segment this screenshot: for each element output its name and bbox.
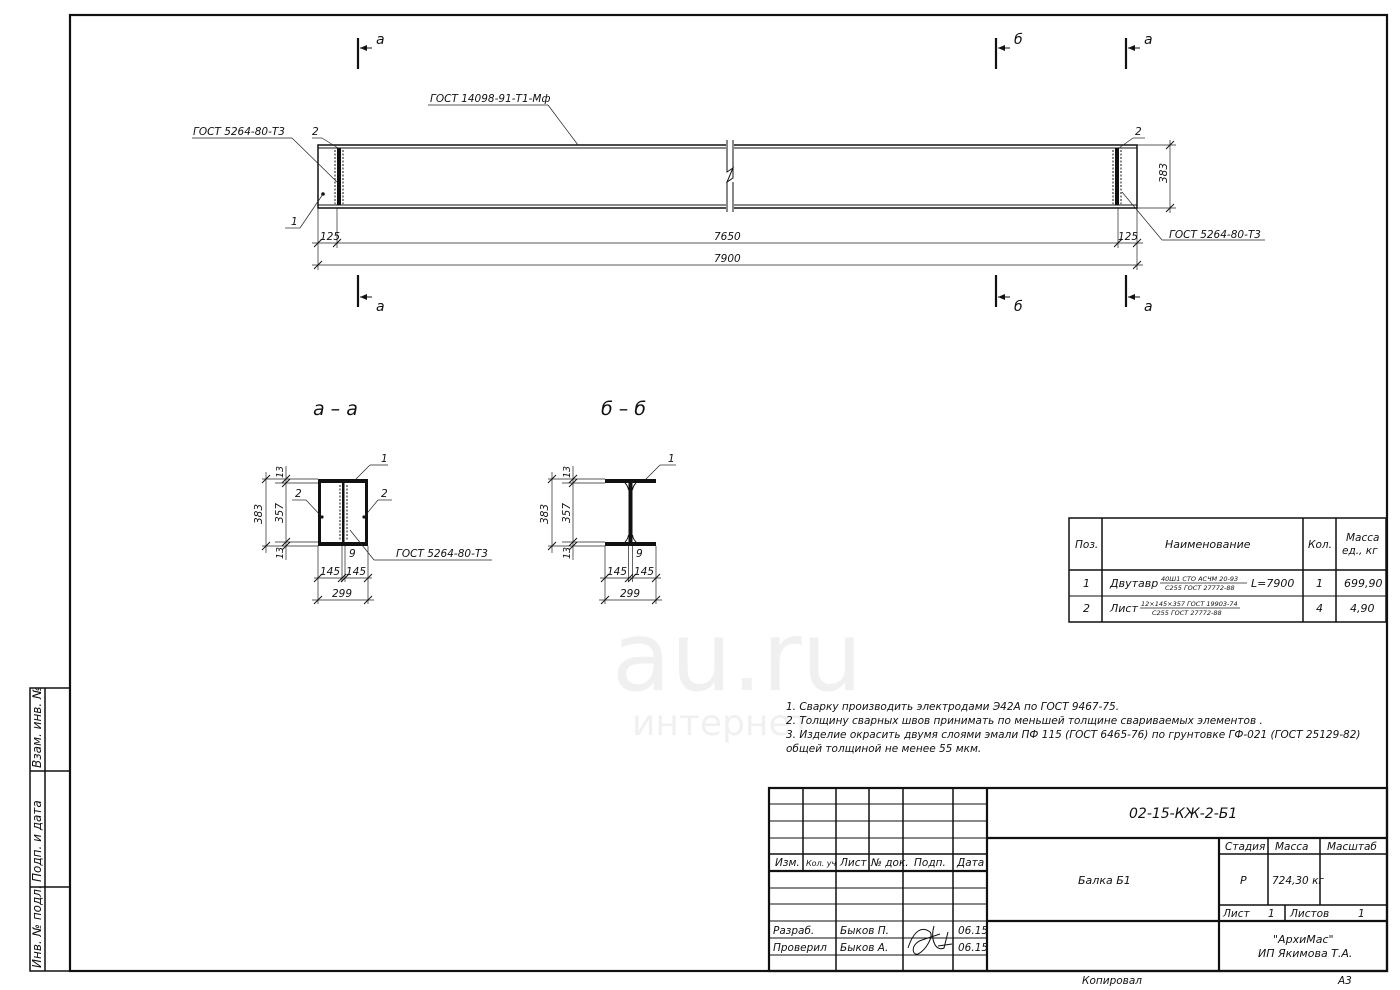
side-stamp-inv: Инв. № подл.	[30, 885, 44, 968]
label-pos-2-left: 2	[295, 488, 302, 500]
title-block	[769, 788, 1387, 987]
tb-col-izm: Изм.	[775, 857, 800, 869]
cut-mark-a-top-right	[1126, 32, 1153, 69]
section-bb	[539, 398, 676, 604]
dim-end-left: 125	[320, 231, 341, 243]
tb-mass: 724,30 кг	[1272, 875, 1324, 887]
label-pos-2-right: 2	[1135, 126, 1142, 138]
tb-checked-name: Быков А.	[840, 942, 889, 954]
watermark-text: интернет	[632, 703, 812, 744]
spec-row-frac-bottom: С255 ГОСТ 27772-88	[1165, 584, 1235, 592]
note-line: общей толщиной не менее 55 мкм.	[786, 743, 982, 755]
spec-row-name: Двутавр	[1110, 577, 1159, 590]
dim-9: 9	[636, 548, 643, 560]
dim-end-right: 125	[1118, 231, 1139, 243]
spec-row-mass: 699,90	[1344, 577, 1383, 590]
label-gost-weld-right: ГОСТ 5264-80-Т3	[1169, 229, 1261, 241]
spec-row-qty: 4	[1316, 602, 1323, 615]
stiffener-right	[1113, 148, 1121, 205]
side-stamp-vzam: Взам. инв. №	[30, 686, 44, 768]
signature	[908, 926, 952, 954]
cut-label: а	[1144, 299, 1153, 315]
spec-row-pos: 2	[1083, 602, 1090, 615]
label-pos-2-left: 2	[312, 126, 319, 138]
dim-145-left: 145	[320, 566, 341, 578]
dim-total: 7900	[714, 253, 741, 265]
dim-145-right: 145	[634, 566, 655, 578]
notes	[786, 701, 1361, 755]
label-pos-1: 1	[668, 453, 675, 465]
watermark-logo: au.ru	[612, 601, 863, 713]
spec-header-name: Наименование	[1165, 538, 1251, 551]
dim-145-right: 145	[346, 566, 367, 578]
tb-checked-label: Проверил	[773, 942, 827, 954]
tb-checked-date: 06.15	[958, 942, 989, 954]
spec-row-frac-top: 12×145×357 ГОСТ 19903-74	[1141, 600, 1238, 608]
dim-357: 357	[561, 502, 573, 523]
tb-format: А3	[1338, 975, 1352, 987]
tb-sheet-label: Лист	[1223, 908, 1250, 920]
tb-sheets: 1	[1358, 908, 1365, 920]
tb-developed-label: Разраб.	[773, 925, 815, 937]
dim-383: 383	[539, 503, 551, 524]
spec-row	[1083, 575, 1383, 592]
tb-developed-name: Быков П.	[840, 925, 890, 937]
cut-label: б	[1014, 299, 1023, 315]
label-gost-weld: ГОСТ 5264-80-Т3	[396, 548, 488, 560]
cut-mark-a-bottom-right	[1126, 275, 1153, 315]
cut-mark-b-top	[996, 32, 1023, 69]
spec-row-pos: 1	[1083, 577, 1090, 590]
tb-org-1: "АрхиМас"	[1273, 933, 1334, 946]
side-stamp-podp: Подп. и дата	[30, 800, 44, 882]
tb-stage-label: Стадия	[1225, 841, 1266, 853]
beam-elevation	[192, 32, 1265, 315]
note-line: 2. Толщину сварных швов принимать по меньшей толщине свариваемых элементов .	[786, 715, 1263, 727]
dim-145-left: 145	[607, 566, 628, 578]
tb-code: 02-15-КЖ-2-Б1	[1129, 806, 1238, 822]
note-line: 3. Изделие окрасить двумя слоями эмали ПФ 115 (ГОСТ 6465-76) по грунтовке ГФ-021 (ГОСТ 25129-82)	[786, 729, 1361, 741]
dim-9: 9	[349, 548, 356, 560]
section-aa	[253, 398, 492, 604]
tb-col-ndoc: № док.	[871, 857, 909, 869]
tb-stage: Р	[1240, 874, 1247, 887]
tb-sheet: 1	[1268, 908, 1275, 920]
spec-header-mass-1: Масса	[1346, 532, 1380, 544]
label-gost-weld-left: ГОСТ 5264-80-Т3	[193, 126, 285, 138]
tb-col-kol: Кол. уч	[806, 859, 837, 868]
dim-middle: 7650	[714, 231, 741, 243]
tb-scale-label: Масштаб	[1327, 841, 1377, 853]
side-stamp	[30, 687, 70, 971]
dim-383: 383	[253, 503, 265, 524]
label-pos-2-right: 2	[381, 488, 388, 500]
spec-row	[1083, 600, 1375, 617]
tb-col-list: Лист	[840, 857, 867, 869]
spec-table	[1069, 518, 1386, 622]
dim-357: 357	[274, 502, 286, 523]
cut-mark-a-top-left	[358, 32, 385, 69]
dim-299: 299	[620, 588, 641, 600]
spec-row-suffix: L=7900	[1251, 577, 1295, 590]
dim-13-bottom: 13	[562, 546, 573, 559]
stiffener-left	[335, 148, 343, 205]
tb-name: Балка Б1	[1078, 874, 1131, 887]
spec-row-name: Лист	[1110, 602, 1138, 615]
cut-label: а	[376, 299, 385, 315]
tb-copied: Копировал	[1082, 975, 1142, 987]
dim-13-top: 13	[562, 465, 573, 478]
dim-13-bottom: 13	[275, 546, 286, 559]
tb-mass-label: Масса	[1275, 841, 1309, 853]
tb-col-data: Дата	[957, 857, 985, 869]
cut-label: а	[1144, 32, 1153, 48]
section-aa-title: а – а	[313, 398, 358, 420]
spec-row-frac-top: 40Ш1 СТО АСЧМ 20-93	[1161, 575, 1239, 583]
dim-height: 383	[1158, 162, 1170, 183]
spec-row-qty: 1	[1316, 577, 1323, 590]
section-bb-title: б – б	[601, 398, 647, 420]
spec-header-qty: Кол.	[1308, 539, 1332, 551]
cut-label: б	[1014, 32, 1023, 48]
dim-299: 299	[332, 588, 353, 600]
tb-org-2: ИП Якимова Т.А.	[1258, 947, 1353, 960]
dim-13-top: 13	[275, 465, 286, 478]
spec-header-mass-2: ед., кг	[1342, 545, 1378, 557]
spec-header-pos-label: Поз.	[1075, 539, 1099, 551]
cut-mark-a-bottom-left	[358, 275, 385, 315]
note-line: 1. Сварку производить электродами Э42А по ГОСТ 9467-75.	[786, 701, 1120, 713]
cut-label: а	[376, 32, 385, 48]
tb-developed-date: 06.15	[958, 925, 989, 937]
tb-col-podp: Подп.	[914, 857, 946, 869]
label-pos-1: 1	[291, 216, 298, 228]
tb-sheets-label: Листов	[1290, 908, 1330, 920]
label-gost-beam: ГОСТ 14098-91-Т1-Мф	[430, 93, 551, 105]
spec-row-frac-bottom: С255 ГОСТ 27772-88	[1152, 609, 1222, 617]
cut-mark-b-bottom	[996, 275, 1023, 315]
label-pos-1: 1	[381, 453, 388, 465]
spec-row-mass: 4,90	[1350, 602, 1375, 615]
